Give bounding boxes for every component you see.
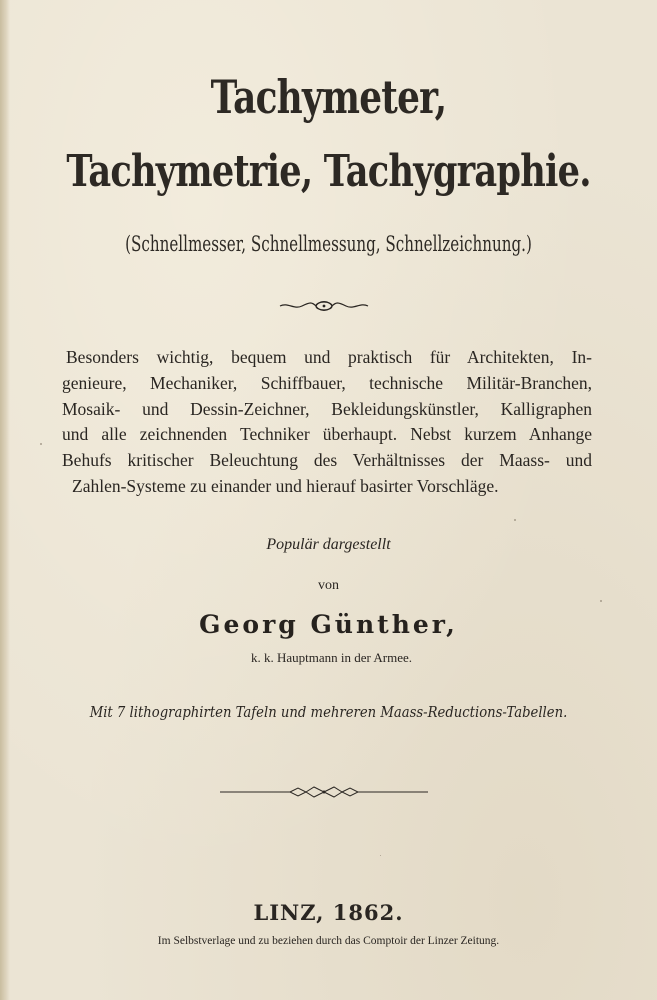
description-line: und alle zeichnenden Techniker überhaupt. Nebst kurzem Anhange: [62, 424, 592, 445]
imprint-place-year: LINZ, 1862.: [253, 900, 404, 925]
ornament-divider-top: [278, 298, 370, 314]
title-line-1: Tachymeter,: [210, 70, 447, 124]
description-block: [62, 345, 592, 500]
imprint-publisher: Im Selbstverlage und zu beziehen durch das Comptoir der Linzer Zeitung.: [157, 935, 500, 947]
description-line: Behufs kritischer Beleuchtung des Verhältnisses der Maass- und: [62, 450, 592, 471]
paper-speck: [380, 855, 381, 856]
paper-speck: [514, 519, 516, 521]
by-word: von: [318, 578, 339, 593]
author-rank: k. k. Hauptmann in der Armee.: [250, 650, 412, 665]
author-name: Georg Günther,: [199, 610, 458, 639]
paper-speck: [40, 443, 42, 445]
ornament-divider-bottom: [218, 784, 430, 800]
paper-speck: [600, 600, 602, 602]
description-line: genieure, Mechaniker, Schiffbauer, technische Militär-Branchen,: [62, 372, 592, 393]
description-line: Zahlen-Systeme zu einander und hierauf basirter Vorschläge.: [72, 475, 499, 496]
popular-presentation-note: Populär dargestellt: [266, 536, 391, 553]
description-line: Besonders wichtig, bequem und praktisch für Architekten, In-: [66, 347, 592, 367]
description-line: Mosaik- und Dessin-Zeichner, Bekleidungskünstler, Kalligraphen: [62, 398, 592, 419]
subtitle: (Schnellmesser, Schnellmessung, Schnellzeichnung.): [125, 232, 532, 256]
title-line-2: Tachymetrie, Tachygraphie.: [66, 146, 591, 197]
page-binding-edge: [0, 0, 10, 1000]
plates-note: Mit 7 lithographirten Tafeln und mehreren Maass-Reductions-Tabellen.: [89, 703, 568, 721]
